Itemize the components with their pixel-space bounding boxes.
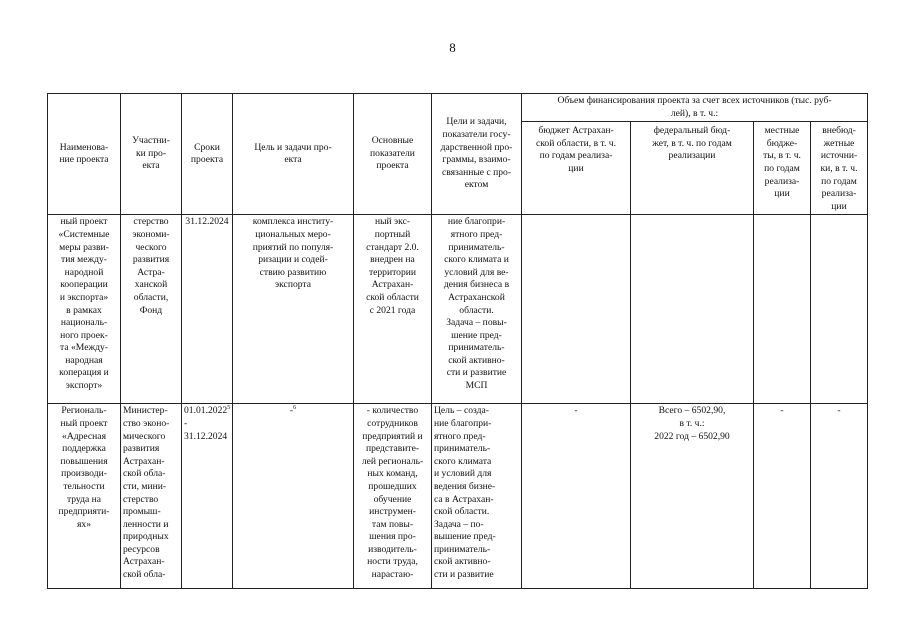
cell-budget-region: - xyxy=(522,404,631,589)
header-budget-local: местные бюдже- ты, в т. ч. по годам реализа- ции xyxy=(754,122,811,215)
cell-budget-region xyxy=(522,215,631,404)
cell-goal: комплекса институ- циональных меро- приятий по популя- ризации и содей- ствию развитию экспорта xyxy=(233,215,354,404)
cell-gov-goals: ние благопри- ятного пред- приниматель- ского климата и условий для ве- дения бизнеса в Астраханской области. Задача – повы- шение пред- приниматель- ской активно- сти и развитие МСП xyxy=(432,215,522,404)
date-end: 31.12.2024 xyxy=(184,430,228,442)
cell-indicators: ный экс- портный стандарт 2.0. внедрен на территории Астрахан- ской области с 2021 года xyxy=(354,215,432,404)
page-number: 8 xyxy=(449,40,456,55)
cell-participants: стерство экономи- ческого развития Астра- ханской области, Фонд xyxy=(121,215,182,404)
cell-participants: Министер- ство эконо- мического развития Астрахан- ской обла- сти, мини- стерство промыш- ленности и природных ресурсов Астрахан- ской обла- xyxy=(121,404,182,589)
cell-name: Региональ- ный проект «Адресная поддержка повышения производи- тельности труда на предприяти- ях» xyxy=(48,404,121,589)
header-participants: Участни- ки про- екта xyxy=(121,94,182,215)
goal-dash: - xyxy=(289,405,294,417)
header-budget-federal: федеральный бюд- жет, в т. ч. по годам реализации xyxy=(631,122,754,215)
header-gov-goals: Цели и задачи, показатели госу- дарственной про- граммы, взаимо- связанные с про- ектом xyxy=(432,94,522,215)
cell-budget-federal: Всего – 6502,90, в т. ч.: 2022 год – 6502,90 xyxy=(631,404,754,589)
footnote-marker: 5 xyxy=(227,405,231,412)
cell-dates xyxy=(182,404,233,589)
header-budget-extra: внебюд- жетные источни- ки, в т. ч. по годам реализа- ции xyxy=(811,122,868,215)
project-table xyxy=(47,93,868,589)
cell-budget-local xyxy=(754,215,811,404)
header-financing: Объем финансирования проекта за счет всех источников (тыс. руб- лей), в т. ч.: xyxy=(522,94,868,122)
table-row xyxy=(48,215,868,404)
cell-budget-extra: - xyxy=(811,404,868,589)
cell-budget-extra xyxy=(811,215,868,404)
cell-budget-local: - xyxy=(754,404,811,589)
header-budget-region: бюджет Астрахан- ской области, в т. ч. по годам реализа- ции xyxy=(522,122,631,215)
cell-dates: 31.12.2024 xyxy=(182,215,233,404)
cell-indicators: - количество сотрудников предприятий и представите- лей региональ- ных команд, прошедших обучение инструмен- там повы- шения про- изводитель- ности труда, нарастаю- xyxy=(354,404,432,589)
header-dates: Сроки проекта xyxy=(182,94,233,215)
header-goal: Цель и задачи про- екта xyxy=(233,94,354,215)
cell-gov-goals: Цель – созда- ние благопри- ятного пред- приниматель- ского климата и условий для ведения бизне- са в Астрахан- ской области. Задача – по- вышение пред- приниматель- ской активно- сти и развитие xyxy=(432,404,522,589)
header-indicators: Основные показатели проекта xyxy=(354,94,432,215)
date-start: 01.01.2022 xyxy=(184,405,228,417)
cell-goal xyxy=(233,404,354,589)
table-row xyxy=(48,404,868,589)
footnote-marker: 6 xyxy=(293,405,297,412)
header-name: Наименова- ние проекта xyxy=(48,94,121,215)
cell-budget-federal xyxy=(631,215,754,404)
date-dash: - xyxy=(184,417,188,429)
cell-name: ный проект «Системные меры разви- тия между- народной кооперации и экспорта» в рамках националь- ного проек- та «Между- народная коперация и экспорт» xyxy=(48,215,121,404)
